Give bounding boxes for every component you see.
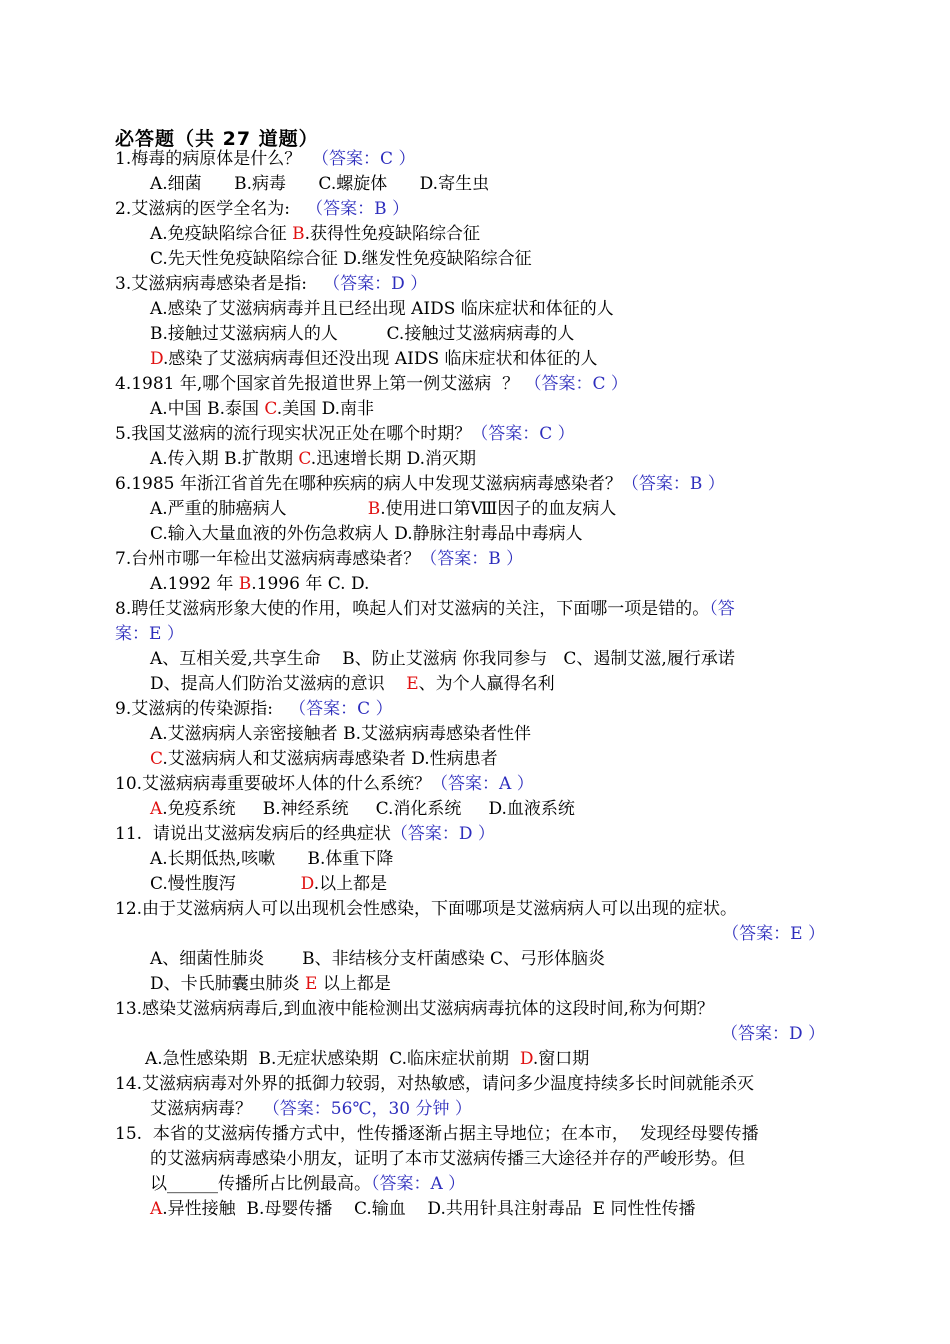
question-6	[115, 472, 835, 497]
line-text: A.感染了艾滋病病毒并且已经出现 AIDS 临床症状和体征的人	[150, 299, 614, 319]
question-12-answer	[115, 922, 825, 947]
correct-option-letter: B	[292, 224, 305, 244]
line-text: A.急性感染期 B.无症状感染期 C.临床症状前期	[145, 1049, 520, 1069]
line-text: D、卡氏肺囊虫肺炎	[150, 974, 306, 994]
line-text: .迅速增长期 D.消灭期	[310, 449, 477, 469]
line-text: 10.艾滋病病毒重要破坏人体的什么系统？	[115, 774, 432, 794]
line-text: .1996 年 C. D.	[251, 574, 370, 594]
options-7	[150, 572, 870, 597]
options-13	[145, 1047, 865, 1072]
section-title: 必答题（共 27 道题）	[115, 128, 319, 150]
answer-text: （答案：A ）	[431, 774, 534, 794]
line-text: 5.我国艾滋病的流行现实状况正处在哪个时期？	[115, 424, 472, 444]
line-text: .窗口期	[532, 1049, 590, 1069]
question-13	[115, 997, 835, 1022]
correct-option-letter: C	[264, 399, 277, 419]
question-1	[115, 147, 835, 172]
question-10	[115, 772, 835, 797]
line-text: A.传入期 B.扩散期	[150, 449, 299, 469]
line-text: A.艾滋病病人亲密接触者 B.艾滋病病毒感染者性伴	[150, 724, 531, 744]
answer-text: （答案：D ）	[323, 274, 428, 294]
correct-option-letter: C	[150, 749, 163, 769]
answer-text: （答案：C ）	[289, 699, 393, 719]
correct-option-letter: A	[150, 799, 163, 819]
answer-text: （答案：E ）	[722, 924, 825, 944]
options-15	[150, 1197, 870, 1222]
answer-text: （答	[709, 599, 735, 619]
line-text: D、提高人们防治艾滋病的意识	[150, 674, 407, 694]
options-8a	[150, 647, 870, 672]
answer-text: （答案：C ）	[524, 374, 628, 394]
line-text: 以______传播所占比例最高。	[150, 1174, 371, 1194]
answer-text: （答案：B ）	[306, 199, 410, 219]
options-11a	[150, 847, 870, 872]
line-text: 7.台州市哪一年检出艾滋病病毒感染者？	[115, 549, 421, 569]
line-text: A.1992 年	[150, 574, 239, 594]
options-10	[150, 797, 870, 822]
correct-option-letter: D	[519, 1049, 533, 1069]
options-12a	[150, 947, 870, 972]
options-2b	[150, 247, 870, 272]
options-3b	[150, 322, 870, 347]
question-13-answer	[115, 1022, 825, 1047]
answer-text: （答案：C ）	[471, 424, 575, 444]
options-12b	[150, 972, 870, 997]
options-4	[150, 397, 870, 422]
answer-text: （答案：D ）	[390, 824, 495, 844]
question-14-cont	[150, 1097, 870, 1122]
question-2	[115, 197, 835, 222]
line-text: B.接触过艾滋病病人的人 C.接触过艾滋病病毒的人	[150, 324, 575, 344]
line-text: 3.艾滋病病毒感染者是指:	[115, 274, 324, 294]
options-1	[150, 172, 870, 197]
question-15-cont	[150, 1147, 870, 1172]
line-text: 以上都是	[317, 974, 391, 994]
question-15	[115, 1122, 835, 1147]
question-8-answer	[115, 622, 835, 647]
line-text: 8.聘任艾滋病形象大使的作用，唤起人们对艾滋病的关注，下面哪一项是错的。	[115, 599, 710, 619]
options-6b	[150, 522, 870, 547]
correct-option-letter: A	[150, 1199, 163, 1219]
options-11b	[150, 872, 870, 897]
question-14	[115, 1072, 835, 1097]
line-text: 15. 本省的艾滋病传播方式中，性传播逐渐占据主导地位；在本市， 发现经母婴传播	[115, 1124, 759, 1144]
answer-text: （答案：D ）	[720, 1024, 825, 1044]
answer-text: （答案：56℃，30 分钟 ）	[262, 1099, 472, 1119]
question-3	[115, 272, 835, 297]
line-text: .艾滋病病人和艾滋病病毒感染者 D.性病患者	[162, 749, 498, 769]
line-text: 4.1981 年,哪个国家首先报道世界上第一例艾滋病 ？	[115, 374, 525, 394]
question-4	[115, 372, 835, 397]
line-text: .获得性免疫缺陷综合征	[304, 224, 480, 244]
line-text: .以上都是	[313, 874, 388, 894]
correct-option-letter: E	[305, 974, 318, 994]
answer-text: （答案：B ）	[621, 474, 725, 494]
correct-option-letter: E	[406, 674, 419, 694]
question-12	[115, 897, 835, 922]
line-text: A、细菌性肺炎 B、非结核分支杆菌感染 C、弓形体脑炎	[150, 949, 606, 969]
options-8b	[150, 672, 870, 697]
line-text: .异性接触 B.母婴传播 C.输血 D.共用针具注射毒品 E 同性性传播	[162, 1199, 696, 1219]
line-text: 、为个人赢得名利	[418, 674, 555, 694]
question-5	[115, 422, 835, 447]
line-text: 2.艾滋病的医学全名为:	[115, 199, 307, 219]
line-text: A.细菌 B.病毒 C.螺旋体 D.寄生虫	[150, 174, 490, 194]
options-6a	[150, 497, 870, 522]
correct-option-letter: B	[367, 499, 381, 519]
line-text: A.中国 B.泰国	[150, 399, 265, 419]
answer-text: （答案：B ）	[420, 549, 524, 569]
question-8	[115, 597, 835, 622]
line-text: A、互相关爱,共享生命 B、防止艾滋病 你我同参与 C、遏制艾滋,履行承诺	[150, 649, 735, 669]
line-text: C.输入大量血液的外伤急救病人 D.静脉注射毒品中毒病人	[150, 524, 583, 544]
line-text: .使用进口第Ⅷ因子的血友病人	[380, 499, 617, 519]
line-text: 1.梅毒的病原体是什么？	[115, 149, 313, 169]
line-text: 的艾滋病病毒感染小朋友，证明了本市艾滋病传播三大途径并存的严峻形势。但	[150, 1149, 745, 1169]
line-text: .美国 D.南非	[276, 399, 375, 419]
options-3a	[150, 297, 870, 322]
line-text: A.免疫缺陷综合征	[150, 224, 293, 244]
line-text: 11. 请说出艾滋病发病后的经典症状	[115, 824, 391, 844]
options-9a	[150, 722, 870, 747]
line-text: 6.1985 年浙江省首先在哪种疾病的病人中发现艾滋病病毒感染者？	[115, 474, 622, 494]
line-text: 艾滋病病毒？	[150, 1099, 263, 1119]
options-2a	[150, 222, 870, 247]
line-text: A.长期低热,咳嗽 B.体重下降	[150, 849, 394, 869]
correct-option-letter: D	[300, 874, 314, 894]
line-text: .感染了艾滋病病毒但还没出现 AIDS 临床症状和体征的人	[163, 349, 598, 369]
correct-option-letter: B	[238, 574, 252, 594]
line-text: 12.由于艾滋病病人可以出现机会性感染，下面哪项是艾滋病病人可以出现的症状。	[115, 899, 738, 919]
line-text: 13.感染艾滋病病毒后,到血液中能检测出艾滋病病毒抗体的这段时间,称为何期？	[115, 999, 714, 1019]
line-text: .免疫系统 B.神经系统 C.消化系统 D.血液系统	[162, 799, 575, 819]
line-text: 14.艾滋病病毒对外界的抵御力较弱，对热敏感，请问多少温度持续多长时间就能杀灭	[115, 1074, 755, 1094]
question-7	[115, 547, 835, 572]
line-text: C.慢性腹泻	[150, 874, 301, 894]
answer-text: （答案：A ）	[371, 1174, 466, 1194]
question-9	[115, 697, 835, 722]
options-5	[150, 447, 870, 472]
correct-option-letter: D	[150, 349, 164, 369]
question-15-cont2	[150, 1172, 870, 1197]
question-11	[115, 822, 835, 847]
line-text: A.严重的肺癌病人	[150, 499, 368, 519]
answer-text: （答案：C ）	[312, 149, 416, 169]
line-text: C.先天性免疫缺陷综合征 D.继发性免疫缺陷综合征	[150, 249, 532, 269]
options-9b	[150, 747, 870, 772]
options-3c	[150, 347, 870, 372]
correct-option-letter: C	[298, 449, 311, 469]
answer-text: 案：E ）	[115, 624, 184, 644]
line-text: 9.艾滋病的传染源指:	[115, 699, 290, 719]
